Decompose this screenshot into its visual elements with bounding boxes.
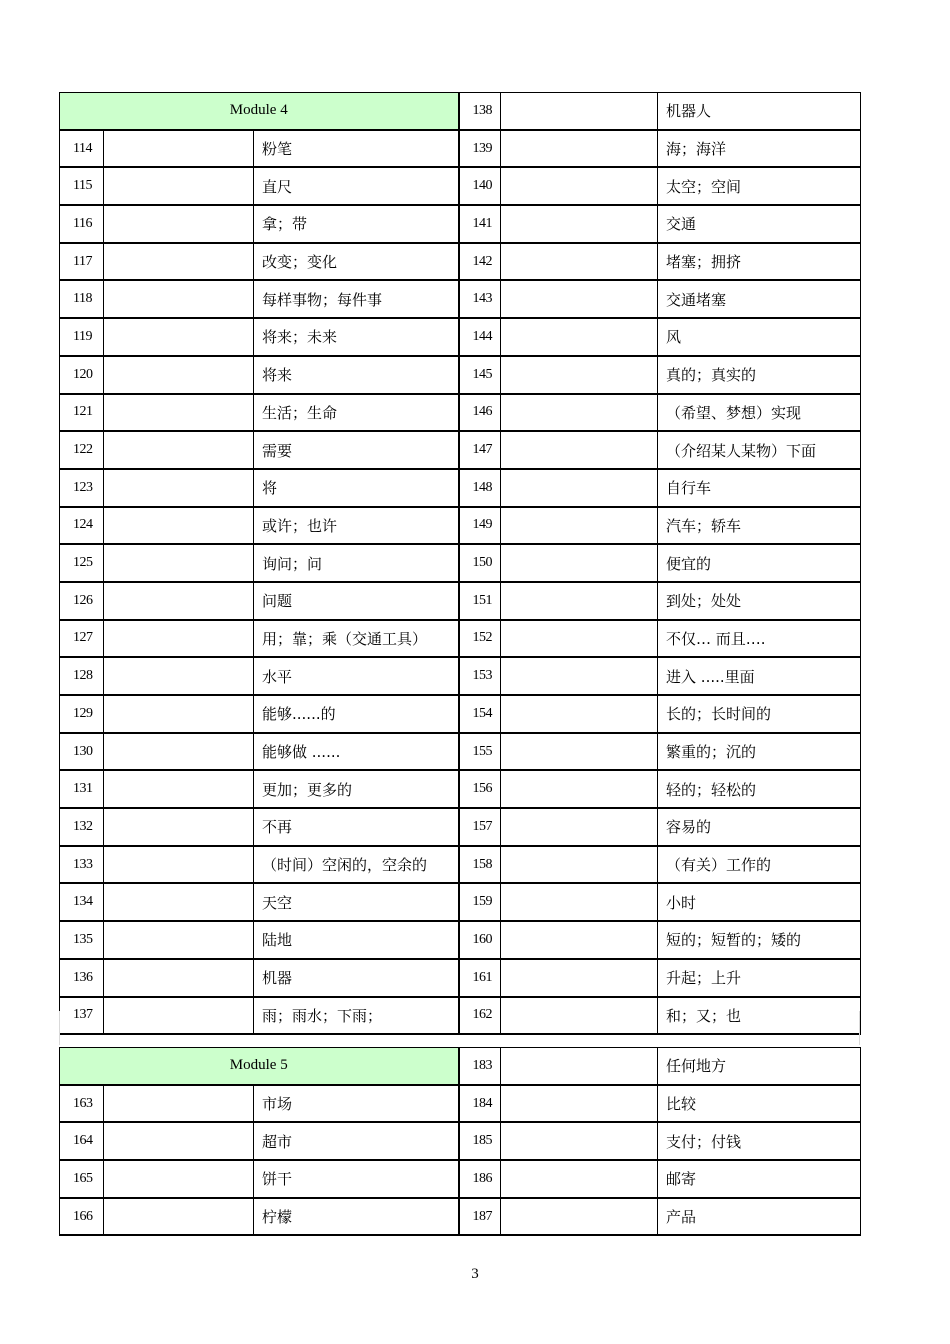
word-meaning: 柠檬 — [254, 1198, 459, 1236]
word-number: 136 — [60, 959, 104, 997]
table-row — [60, 620, 861, 658]
word-number: 132 — [60, 808, 104, 846]
table-row — [60, 205, 861, 243]
word-number: 126 — [60, 582, 104, 620]
word-number: 157 — [459, 808, 501, 846]
table-row — [60, 1085, 861, 1123]
word-number: 184 — [459, 1085, 501, 1123]
word-number: 114 — [60, 130, 104, 168]
word-number: 147 — [459, 431, 501, 469]
word-meaning: 直尺 — [254, 167, 459, 205]
table-row — [60, 93, 861, 130]
word-meaning: 或许；也许 — [254, 507, 459, 545]
module-4-table — [59, 92, 860, 1035]
word-meaning: 机器 — [254, 959, 459, 997]
table-row — [60, 695, 861, 733]
word-meaning: 陆地 — [254, 921, 459, 959]
answer-blank[interactable] — [501, 243, 658, 281]
answer-blank[interactable] — [104, 507, 254, 545]
answer-blank[interactable] — [104, 167, 254, 205]
answer-blank[interactable] — [104, 1198, 254, 1236]
word-number: 162 — [459, 997, 501, 1035]
word-number: 183 — [459, 1048, 501, 1085]
word-number: 154 — [459, 695, 501, 733]
table-row — [60, 921, 861, 959]
answer-blank[interactable] — [501, 356, 658, 394]
table-row — [60, 1122, 861, 1160]
answer-blank[interactable] — [501, 469, 658, 507]
module-5-table — [59, 1047, 860, 1236]
table-row — [60, 356, 861, 394]
word-number: 146 — [459, 394, 501, 432]
word-number: 145 — [459, 356, 501, 394]
word-number: 139 — [459, 130, 501, 168]
word-number: 165 — [60, 1160, 104, 1198]
word-meaning: 用；靠；乘（交通工具） — [254, 620, 459, 658]
word-meaning: 询问；问 — [254, 544, 459, 582]
word-number: 127 — [60, 620, 104, 658]
answer-blank[interactable] — [104, 431, 254, 469]
vocab-table — [59, 1047, 861, 1236]
table-row — [60, 657, 861, 695]
answer-blank[interactable] — [104, 921, 254, 959]
word-number: 161 — [459, 959, 501, 997]
answer-blank[interactable] — [501, 1198, 658, 1236]
word-meaning: 能够做 ...... — [254, 733, 459, 771]
word-meaning: 不仅… 而且…. — [658, 620, 861, 658]
word-number: 143 — [459, 280, 501, 318]
answer-blank[interactable] — [501, 582, 658, 620]
word-meaning: 海；海洋 — [658, 130, 861, 168]
word-meaning: 繁重的；沉的 — [658, 733, 861, 771]
table-row — [60, 733, 861, 771]
word-number: 152 — [459, 620, 501, 658]
section-spacer — [59, 1011, 860, 1045]
word-meaning: 超市 — [254, 1122, 459, 1160]
answer-blank[interactable] — [501, 808, 658, 846]
answer-blank[interactable] — [104, 1160, 254, 1198]
vocab-table — [59, 92, 861, 1035]
answer-blank[interactable] — [501, 167, 658, 205]
answer-blank[interactable] — [501, 1085, 658, 1123]
word-number: 159 — [459, 883, 501, 921]
table-row — [60, 431, 861, 469]
word-meaning: 拿；带 — [254, 205, 459, 243]
word-meaning: 支付；付钱 — [658, 1122, 861, 1160]
word-meaning: 比较 — [658, 1085, 861, 1123]
answer-blank[interactable] — [501, 733, 658, 771]
answer-blank[interactable] — [104, 883, 254, 921]
word-number: 123 — [60, 469, 104, 507]
answer-blank[interactable] — [104, 243, 254, 281]
word-meaning: 堵塞；拥挤 — [658, 243, 861, 281]
table-row — [60, 243, 861, 281]
table-row — [60, 1048, 861, 1085]
word-number: 187 — [459, 1198, 501, 1236]
word-meaning: 天空 — [254, 883, 459, 921]
word-number: 116 — [60, 205, 104, 243]
word-number: 156 — [459, 770, 501, 808]
module-title: Module 4 — [60, 93, 459, 130]
answer-blank[interactable] — [104, 1085, 254, 1123]
answer-blank[interactable] — [501, 93, 658, 130]
answer-blank[interactable] — [104, 657, 254, 695]
answer-blank[interactable] — [104, 695, 254, 733]
word-meaning: （有关）工作的 — [658, 846, 861, 884]
word-meaning: 需要 — [254, 431, 459, 469]
word-meaning: 汽车；轿车 — [658, 507, 861, 545]
table-row — [60, 1160, 861, 1198]
word-meaning: 到处；处处 — [658, 582, 861, 620]
table-row — [60, 544, 861, 582]
word-number: 119 — [60, 318, 104, 356]
word-meaning: 问题 — [254, 582, 459, 620]
word-meaning: 容易的 — [658, 808, 861, 846]
word-number: 134 — [60, 883, 104, 921]
table-row — [60, 280, 861, 318]
answer-blank[interactable] — [104, 544, 254, 582]
word-meaning: 雨；雨水；下雨； — [254, 997, 459, 1035]
table-row — [60, 469, 861, 507]
answer-blank[interactable] — [104, 280, 254, 318]
word-number: 158 — [459, 846, 501, 884]
word-meaning: 产品 — [658, 1198, 861, 1236]
word-number: 186 — [459, 1160, 501, 1198]
answer-blank[interactable] — [501, 205, 658, 243]
word-meaning: 自行车 — [658, 469, 861, 507]
answer-blank[interactable] — [104, 733, 254, 771]
answer-blank[interactable] — [104, 205, 254, 243]
word-meaning: 长的；长时间的 — [658, 695, 861, 733]
answer-blank[interactable] — [501, 130, 658, 168]
answer-blank[interactable] — [501, 1160, 658, 1198]
answer-blank[interactable] — [104, 394, 254, 432]
word-meaning: 邮寄 — [658, 1160, 861, 1198]
table-row — [60, 130, 861, 168]
word-number: 185 — [459, 1122, 501, 1160]
word-meaning: 真的；真实的 — [658, 356, 861, 394]
answer-blank[interactable] — [501, 695, 658, 733]
word-meaning: 小时 — [658, 883, 861, 921]
word-number: 149 — [459, 507, 501, 545]
word-meaning: 升起；上升 — [658, 959, 861, 997]
word-number: 148 — [459, 469, 501, 507]
answer-blank[interactable] — [104, 582, 254, 620]
word-number: 115 — [60, 167, 104, 205]
answer-blank[interactable] — [501, 280, 658, 318]
word-meaning: 轻的；轻松的 — [658, 770, 861, 808]
word-number: 130 — [60, 733, 104, 771]
answer-blank[interactable] — [501, 921, 658, 959]
word-meaning: 进入 .....里面 — [658, 657, 861, 695]
word-number: 133 — [60, 846, 104, 884]
word-meaning: 更加；更多的 — [254, 770, 459, 808]
answer-blank[interactable] — [501, 544, 658, 582]
word-number: 164 — [60, 1122, 104, 1160]
answer-blank[interactable] — [104, 1122, 254, 1160]
word-number: 138 — [459, 93, 501, 130]
word-number: 155 — [459, 733, 501, 771]
word-number: 166 — [60, 1198, 104, 1236]
answer-blank[interactable] — [104, 808, 254, 846]
answer-blank[interactable] — [104, 959, 254, 997]
word-number: 163 — [60, 1085, 104, 1123]
answer-blank[interactable] — [104, 770, 254, 808]
word-meaning: 市场 — [254, 1085, 459, 1123]
word-meaning: 不再 — [254, 808, 459, 846]
word-number: 160 — [459, 921, 501, 959]
word-number: 135 — [60, 921, 104, 959]
module-title: Module 5 — [60, 1048, 459, 1085]
table-row — [60, 582, 861, 620]
table-row — [60, 846, 861, 884]
answer-blank[interactable] — [501, 620, 658, 658]
word-meaning: 交通堵塞 — [658, 280, 861, 318]
answer-blank[interactable] — [501, 507, 658, 545]
answer-blank[interactable] — [104, 130, 254, 168]
word-meaning: 饼干 — [254, 1160, 459, 1198]
word-number: 120 — [60, 356, 104, 394]
answer-blank[interactable] — [501, 318, 658, 356]
word-meaning: 生活；生命 — [254, 394, 459, 432]
answer-blank[interactable] — [501, 1122, 658, 1160]
word-number: 141 — [459, 205, 501, 243]
word-number: 153 — [459, 657, 501, 695]
word-number: 125 — [60, 544, 104, 582]
answer-blank[interactable] — [104, 318, 254, 356]
answer-blank[interactable] — [104, 469, 254, 507]
word-number: 151 — [459, 582, 501, 620]
answer-blank[interactable] — [501, 846, 658, 884]
word-number: 122 — [60, 431, 104, 469]
page-number: 3 — [471, 1266, 479, 1282]
word-meaning: （时间）空闲的，空余的 — [254, 846, 459, 884]
word-number: 117 — [60, 243, 104, 281]
answer-blank[interactable] — [501, 883, 658, 921]
answer-blank[interactable] — [501, 1048, 658, 1085]
word-number: 142 — [459, 243, 501, 281]
table-row — [60, 507, 861, 545]
word-number: 129 — [60, 695, 104, 733]
table-row — [60, 808, 861, 846]
word-meaning: 改变；变化 — [254, 243, 459, 281]
table-row — [60, 959, 861, 997]
answer-blank[interactable] — [501, 959, 658, 997]
table-row — [60, 394, 861, 432]
answer-blank[interactable] — [501, 657, 658, 695]
word-number: 150 — [459, 544, 501, 582]
word-meaning: 交通 — [658, 205, 861, 243]
word-number: 140 — [459, 167, 501, 205]
answer-blank[interactable] — [501, 431, 658, 469]
word-meaning: 短的；短暂的；矮的 — [658, 921, 861, 959]
table-row — [60, 318, 861, 356]
word-meaning: 机器人 — [658, 93, 861, 130]
word-meaning: 便宜的 — [658, 544, 861, 582]
word-meaning: 水平 — [254, 657, 459, 695]
word-meaning: 每样事物；每件事 — [254, 280, 459, 318]
table-row — [60, 167, 861, 205]
word-meaning: 能够......的 — [254, 695, 459, 733]
word-meaning: （介绍某人某物）下面 — [658, 431, 861, 469]
word-number: 144 — [459, 318, 501, 356]
word-meaning: 粉笔 — [254, 130, 459, 168]
answer-blank[interactable] — [104, 356, 254, 394]
answer-blank[interactable] — [501, 770, 658, 808]
word-meaning: 和；又；也 — [658, 997, 861, 1035]
table-row — [60, 1198, 861, 1236]
word-number: 131 — [60, 770, 104, 808]
word-number: 118 — [60, 280, 104, 318]
word-meaning: 将来 — [254, 356, 459, 394]
answer-blank[interactable] — [104, 620, 254, 658]
table-row — [60, 883, 861, 921]
word-meaning: 将来；未来 — [254, 318, 459, 356]
word-number: 137 — [60, 997, 104, 1035]
word-number: 124 — [60, 507, 104, 545]
word-number: 128 — [60, 657, 104, 695]
word-meaning: 任何地方 — [658, 1048, 861, 1085]
word-meaning: 风 — [658, 318, 861, 356]
word-meaning: （希望、梦想）实现 — [658, 394, 861, 432]
word-meaning: 太空；空间 — [658, 167, 861, 205]
answer-blank[interactable] — [501, 394, 658, 432]
answer-blank[interactable] — [104, 846, 254, 884]
word-meaning: 将 — [254, 469, 459, 507]
table-row — [60, 770, 861, 808]
word-number: 121 — [60, 394, 104, 432]
